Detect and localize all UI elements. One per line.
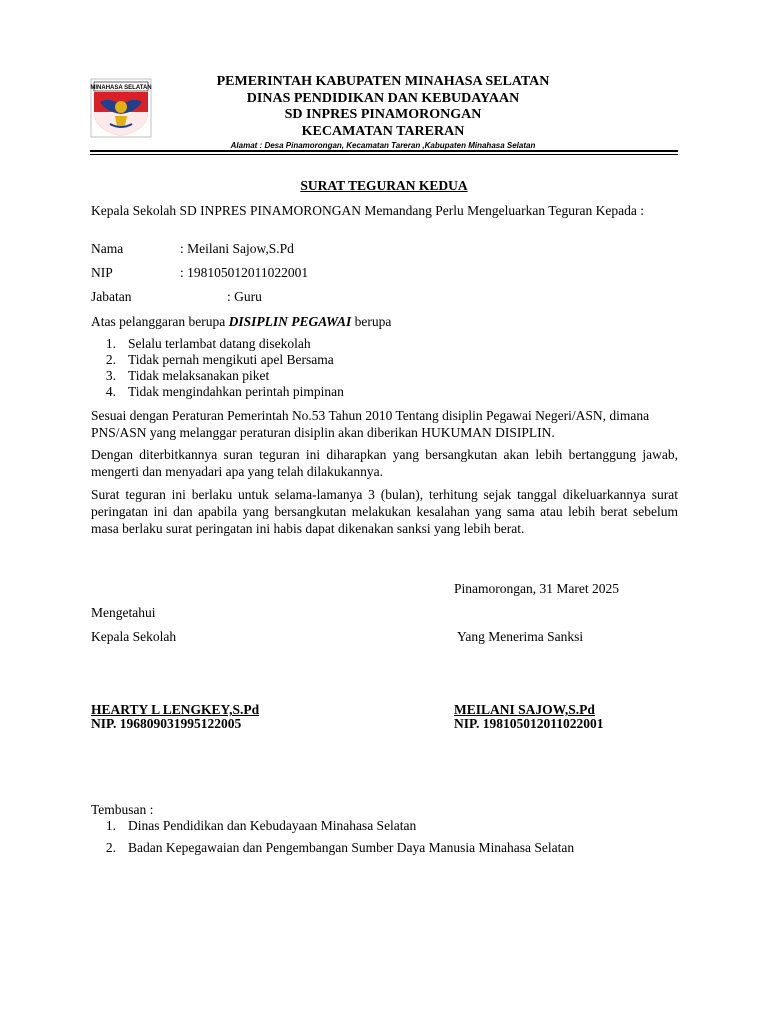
header-rule-thin <box>90 154 678 155</box>
field-nip <box>91 264 678 281</box>
list-text: Badan Kepegawaian dan Pengembangan Sumber Daya Manusia Minahasa Selatan <box>128 840 575 855</box>
cc-item <box>91 817 678 834</box>
list-number: 3. <box>105 368 116 383</box>
field-label: Nama <box>91 241 124 256</box>
field-name <box>91 240 678 257</box>
field-value: : Meilani Sajow,S.Pd <box>180 241 294 256</box>
acknowledge-label: Mengetahui <box>91 605 156 620</box>
list-number: 2. <box>105 352 116 367</box>
left-signatory-role: Kepala Sekolah <box>91 629 177 644</box>
header-school: SD INPRES PINAMORONGAN <box>284 107 482 122</box>
intro-text: Kepala Sekolah SD INPRES PINAMORONGAN Memandang Perlu Mengeluarkan Teguran Kepada : <box>91 203 644 218</box>
list-text: Tidak mengindahkan perintah pimpinan <box>128 384 344 399</box>
letter-title: SURAT TEGURAN KEDUA <box>300 178 468 193</box>
list-text: Dinas Pendidikan dan Kebudayaan Minahasa Selatan <box>128 818 417 833</box>
violation-prefix: Atas pelanggaran berupa <box>91 314 229 329</box>
svg-text:MINAHASA SELATAN: MINAHASA SELATAN <box>90 85 152 91</box>
right-signatory-nip: NIP. 198105012011022001 <box>454 716 604 731</box>
violation-list <box>91 336 678 400</box>
violation-intro <box>91 313 678 330</box>
list-text: Tidak pernah mengikuti apel Bersama <box>128 352 334 367</box>
list-item <box>91 336 678 352</box>
left-signatory-name: HEARTY L LENGKEY,S.Pd <box>91 702 260 717</box>
list-number: 2. <box>105 840 116 855</box>
cc-label: Tembusan : <box>91 802 154 817</box>
letterhead <box>150 74 616 152</box>
list-number: 1. <box>105 818 116 833</box>
field-label: NIP <box>91 265 113 280</box>
field-position <box>91 288 678 305</box>
field-label: Jabatan <box>91 289 132 304</box>
header-address: Alamat : Desa Pinamorongan, Kecamatan Tareran ,Kabupaten Minahasa Selatan <box>230 141 536 150</box>
list-number: 1. <box>105 336 116 351</box>
paragraph-regulation: Sesuai dengan Peraturan Pemerintah No.53 Tahun 2010 Tentang disiplin Pegawai Negeri/ASN, dimana PNS/ASN yang melanggar peraturan disiplin akan diberikan HUKUMAN DISIPLIN. <box>91 408 650 440</box>
district-logo <box>90 78 152 138</box>
place-date: Pinamorongan, 31 Maret 2025 <box>454 581 619 596</box>
header-agency: DINAS PENDIDIKAN DAN KEBUDAYAAN <box>246 90 520 106</box>
list-item <box>91 384 678 400</box>
paragraph-validity: Surat teguran ini berlaku untuk selama-lamanya 3 (bulan), terhitung sejak tanggal dikeluarkannya surat peringatan ini dan apabila yang bersangkutan melakukan kesalahan yang sama atau lebih berat sebelum masa berlaku surat peringatan ini habis dapat dikenakan sanksi yang lebih berat. <box>91 487 678 536</box>
violation-emphasis: DISIPLIN PEGAWAI <box>228 314 352 329</box>
header-rule-thick <box>90 150 678 152</box>
list-item <box>91 368 678 384</box>
right-signatory-name: MEILANI SAJOW,S.Pd <box>454 702 595 717</box>
field-value: : Guru <box>227 289 262 304</box>
list-item <box>91 352 678 368</box>
list-number: 4. <box>105 384 116 399</box>
header-district: KECAMATAN TARERAN <box>301 123 465 139</box>
list-text: Selalu terlambat datang disekolah <box>128 336 311 351</box>
cc-item <box>91 839 678 856</box>
paragraph-expectation: Dengan diterbitkannya suran teguran ini diharapkan yang bersangkutan akan lebih bertanggung jawab, mengerti dan menyadari apa yang telah dilakukannya. <box>91 447 678 479</box>
header-government: PEMERINTAH KABUPATEN MINAHASA SELATAN <box>216 74 550 89</box>
list-text: Tidak melaksanakan piket <box>128 368 270 383</box>
right-signatory-role: Yang Menerima Sanksi <box>457 629 584 644</box>
violation-suffix: berupa <box>351 314 392 329</box>
left-signatory-nip: NIP. 196809031995122005 <box>91 716 242 731</box>
field-value: : 198105012011022001 <box>180 265 309 280</box>
